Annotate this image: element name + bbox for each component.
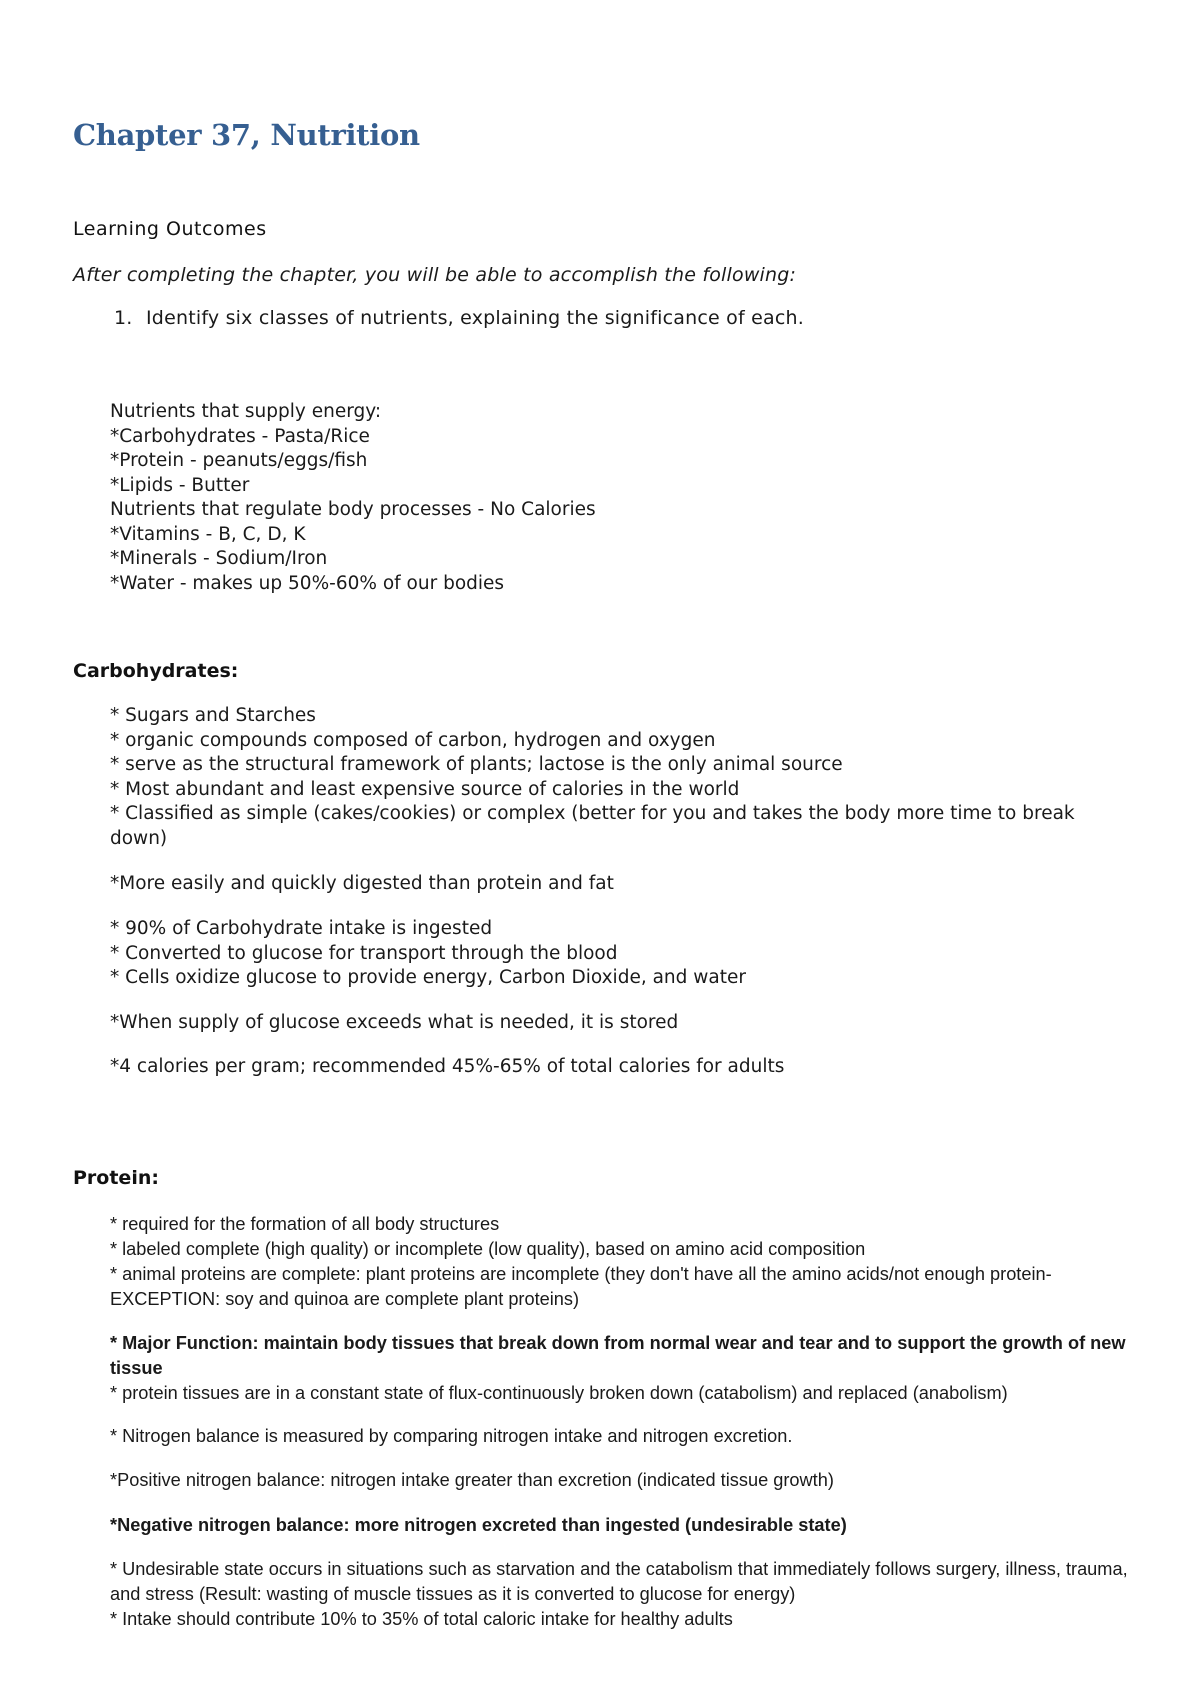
intake-note: * Intake should contribute 10% to 35% of total caloric intake for healthy adults: [110, 1609, 733, 1629]
learning-outcomes-intro: After completing the chapter, you will be able to accomplish the following:: [73, 264, 797, 286]
negative-nitrogen-note: *Negative nitrogen balance: more nitrogen excreted than ingested (undesirable state): [110, 1515, 847, 1535]
nutrients-line: *Minerals - Sodium/Iron: [110, 548, 328, 569]
nutrients-list: [110, 400, 1130, 596]
list-item: * organic compounds composed of carbon, hydrogen and oxygen: [110, 729, 716, 751]
major-function-note: * Major Function: maintain body tissues that break down from normal wear and tear and to support the growth of new tissue: [110, 1333, 1126, 1378]
protein-list: [110, 1212, 1130, 1312]
nutrients-line: *Carbohydrates - Pasta/Rice: [110, 425, 370, 447]
list-item: * required for the formation of all body structures: [110, 1214, 500, 1234]
carbohydrates-list: [110, 704, 1130, 851]
positive-nitrogen-note: *Positive nitrogen balance: nitrogen intake greater than excretion (indicated tissue growth): [110, 1470, 834, 1490]
learning-outcomes-heading: Learning Outcomes: [73, 218, 267, 240]
carbohydrates-heading: Carbohydrates:: [73, 660, 239, 682]
nutrients-line: *Lipids - Butter: [110, 474, 250, 496]
protein-function-block: [110, 1331, 1130, 1406]
list-item: * Sugars and Starches: [110, 705, 316, 726]
list-item: * 90% of Carbohydrate intake is ingested: [110, 918, 493, 939]
carbohydrates-list-2: [110, 917, 1130, 991]
list-item: * Most abundant and least expensive source of calories in the world: [110, 778, 740, 800]
list-item: * Cells oxidize glucose to provide energy, Carbon Dioxide, and water: [110, 967, 746, 988]
list-item: * Classified as simple (cakes/cookies) or complex (better for you and takes the body more time to break down): [110, 803, 1075, 849]
flux-note: * protein tissues are in a constant state of flux-continuously broken down (catabolism) and replaced (anabolism): [110, 1383, 1008, 1403]
nutrients-line: *Vitamins - B, C, D, K: [110, 523, 306, 545]
nutrients-line: Nutrients that supply energy:: [110, 401, 382, 422]
list-item: * animal proteins are complete: plant proteins are incomplete (they don't have all the amino acids/not enough protein- EXCEPTION: soy and quinoa are complete plant proteins): [110, 1264, 1052, 1309]
page-title: Chapter 37, Nutrition: [73, 118, 420, 152]
outcome-item: [114, 307, 804, 329]
list-item: * labeled complete (high quality) or incomplete (low quality), based on amino acid composition: [110, 1239, 866, 1259]
nutrients-line: Nutrients that regulate body processes - No Calories: [110, 499, 596, 520]
protein-closing-block: [110, 1557, 1130, 1632]
nutrients-line: *Water - makes up 50%-60% of our bodies: [110, 572, 505, 594]
carb-stored-note: *When supply of glucose exceeds what is needed, it is stored: [110, 1012, 679, 1033]
list-item: * serve as the structural framework of plants; lactose is the only animal source: [110, 754, 843, 775]
list-item: * Converted to glucose for transport through the blood: [110, 942, 618, 964]
nitrogen-balance-note: * Nitrogen balance is measured by comparing nitrogen intake and nitrogen excretion.: [110, 1426, 793, 1446]
outcome-text: Identify six classes of nutrients, explaining the significance of each.: [146, 307, 804, 329]
carb-calories-note: *4 calories per gram; recommended 45%-65% of total calories for adults: [110, 1056, 785, 1077]
undesirable-state-note: * Undesirable state occurs in situations such as starvation and the catabolism that immediately follows surgery, illness, trauma, and stress (Result: wasting of muscle tissues as it is converted to glucose for energy): [110, 1559, 1128, 1604]
nutrients-line: *Protein - peanuts/eggs/fish: [110, 450, 368, 471]
protein-heading: Protein:: [73, 1167, 159, 1189]
outcome-number: 1.: [114, 307, 133, 329]
carb-digest-note: *More easily and quickly digested than protein and fat: [110, 873, 614, 894]
